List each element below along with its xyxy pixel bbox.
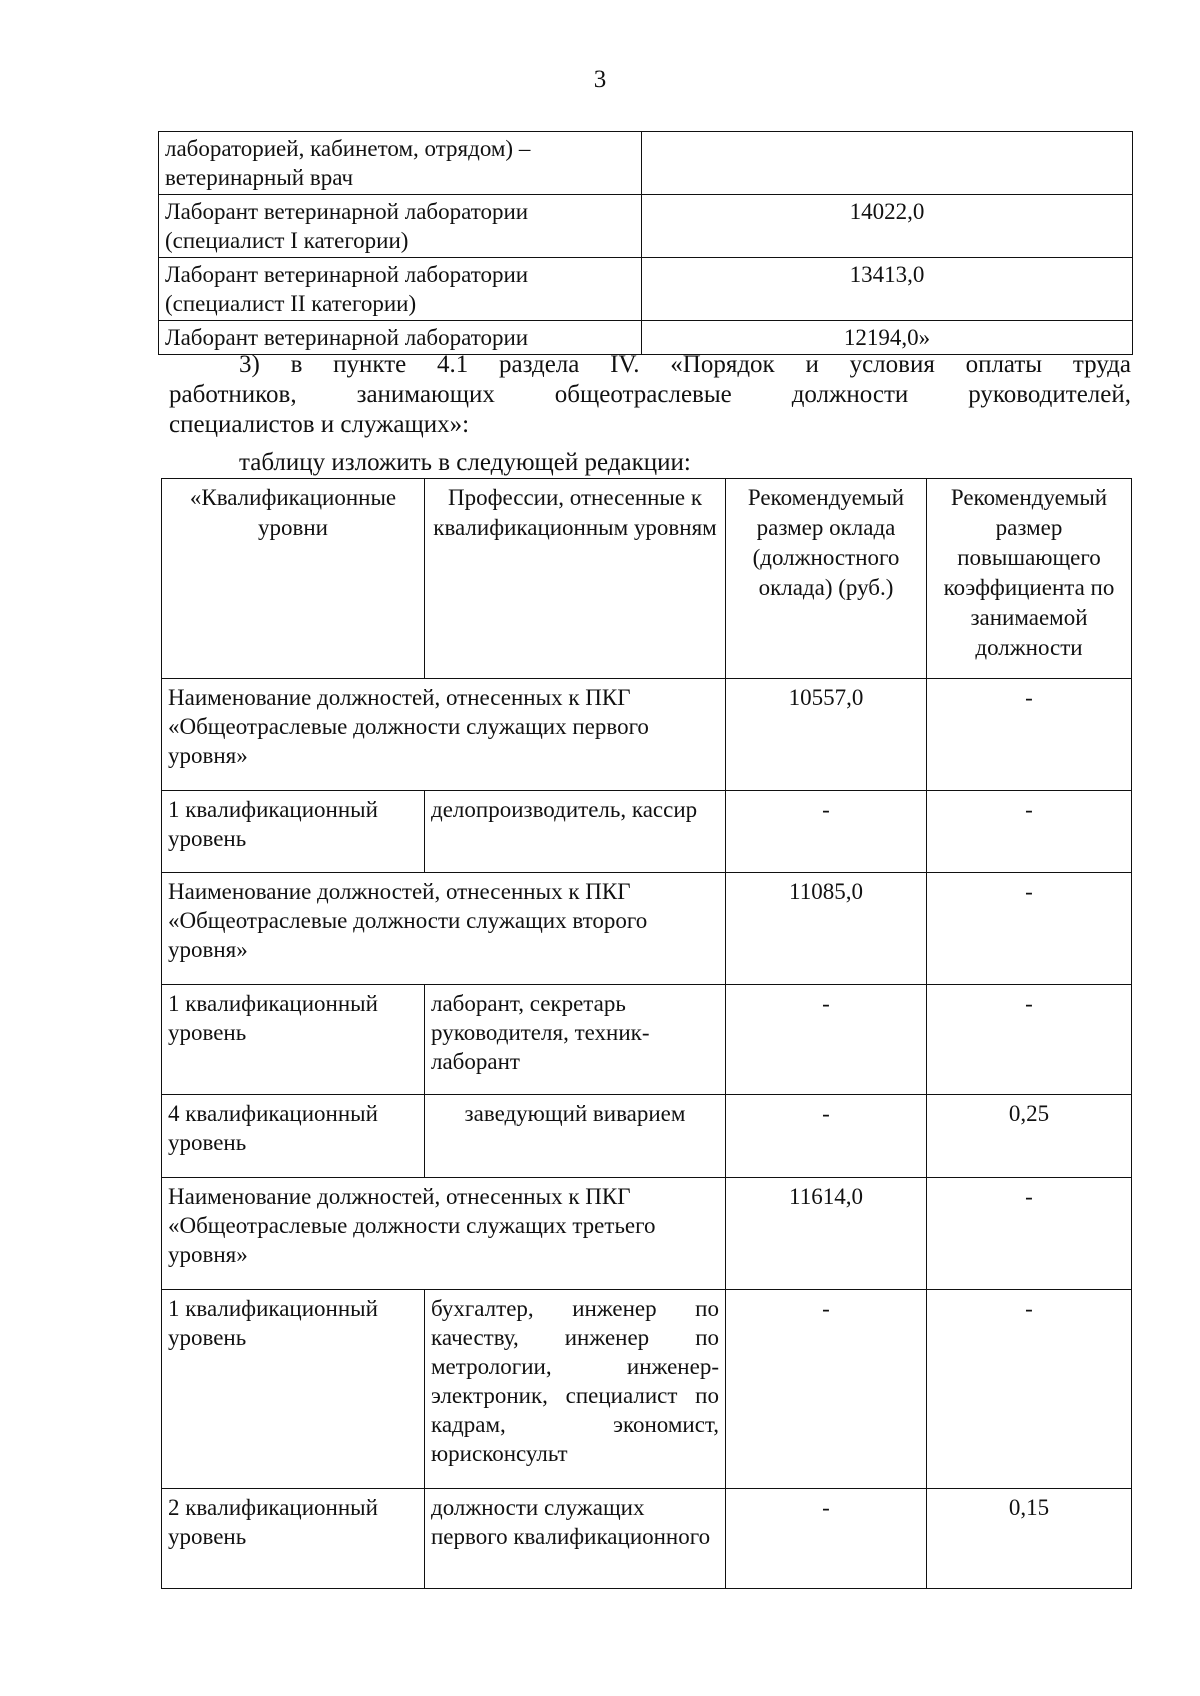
salary-cell: 14022,0	[642, 195, 1133, 258]
salary-cell	[642, 132, 1133, 195]
header-professions: Профессии, отнесенные к квалификационным уровням	[425, 479, 726, 679]
position-cell: Лаборант ветеринарной лаборатории (специалист I категории)	[159, 195, 642, 258]
professions-cell: заведующий виварием	[425, 1095, 726, 1178]
table-row	[159, 195, 1133, 258]
level-cell: 2 квалификационный уровень	[162, 1489, 425, 1589]
salary-cell: 13413,0	[642, 258, 1133, 321]
coefficient-cell: -	[927, 1290, 1132, 1489]
salary-cell: -	[726, 985, 927, 1095]
group-name-cell: Наименование должностей, отнесенных к ПКГ «Общеотраслевые должности служащих третьего уровня»	[162, 1178, 726, 1290]
top-salary-table	[158, 131, 1133, 355]
table-header-row	[162, 479, 1132, 679]
header-levels: «Квалификационные уровни	[162, 479, 425, 679]
professions-cell: лаборант, секретарь руководителя, техник-лаборант	[425, 985, 726, 1095]
level-row	[162, 791, 1132, 873]
professions-cell: должности служащих первого квалификационного	[425, 1489, 726, 1589]
coefficient-cell: 0,25	[927, 1095, 1132, 1178]
professions-cell: бухгалтер, инженер по качеству, инженер по метрологии, инженер-электроник, специалист по кадрам, экономист, юрисконсульт	[425, 1290, 726, 1489]
group-row	[162, 679, 1132, 791]
coefficient-cell: -	[927, 791, 1132, 873]
paragraph-line: 3) в пункте 4.1 раздела IV. «Порядок и условия оплаты труда	[239, 351, 1131, 378]
level-row	[162, 1290, 1132, 1489]
level-cell: 1 квалификационный уровень	[162, 791, 425, 873]
salary-cell: 10557,0	[726, 679, 927, 791]
coefficient-cell: -	[927, 1178, 1132, 1290]
group-name-cell: Наименование должностей, отнесенных к ПКГ «Общеотраслевые должности служащих первого уровня»	[162, 679, 726, 791]
level-row	[162, 985, 1132, 1095]
coefficient-cell: -	[927, 873, 1132, 985]
level-row	[162, 1489, 1132, 1589]
coefficient-cell: 0,15	[927, 1489, 1132, 1589]
salary-cell: 12194,0»	[642, 321, 1133, 355]
coefficient-cell: -	[927, 985, 1132, 1095]
level-cell: 4 квалификационный уровень	[162, 1095, 425, 1178]
header-coefficient: Рекомендуемый размер повышающего коэффициента по занимаемой должности	[927, 479, 1132, 679]
salary-cell: 11085,0	[726, 873, 927, 985]
professions-cell: делопроизводитель, кассир	[425, 791, 726, 873]
table-intro-line: таблицу изложить в следующей редакции:	[239, 449, 691, 476]
salary-cell: -	[726, 1489, 927, 1589]
salary-cell: -	[726, 1290, 927, 1489]
group-row	[162, 873, 1132, 985]
paragraph-line: специалистов и служащих»:	[169, 411, 470, 438]
salary-cell: -	[726, 791, 927, 873]
position-cell: лабораторией, кабинетом, отрядом) – ветеринарный врач	[159, 132, 642, 195]
coefficient-cell: -	[927, 679, 1132, 791]
level-cell: 1 квалификационный уровень	[162, 1290, 425, 1489]
header-salary: Рекомендуемый размер оклада (должностного оклада) (руб.)	[726, 479, 927, 679]
position-cell: Лаборант ветеринарной лаборатории (специалист II категории)	[159, 258, 642, 321]
salary-cell: 11614,0	[726, 1178, 927, 1290]
table-row	[159, 258, 1133, 321]
level-cell: 1 квалификационный уровень	[162, 985, 425, 1095]
paragraph-line: работников, занимающих общеотраслевые должности руководителей,	[169, 381, 1131, 408]
position-cell: Лаборант ветеринарной лаборатории	[159, 321, 642, 355]
amendment-paragraph	[169, 350, 1131, 440]
level-row	[162, 1095, 1132, 1178]
group-row	[162, 1178, 1132, 1290]
table-row	[159, 132, 1133, 195]
group-name-cell: Наименование должностей, отнесенных к ПКГ «Общеотраслевые должности служащих второго уровня»	[162, 873, 726, 985]
page-number: 3	[593, 66, 607, 93]
qualification-table	[161, 478, 1132, 1589]
salary-cell: -	[726, 1095, 927, 1178]
